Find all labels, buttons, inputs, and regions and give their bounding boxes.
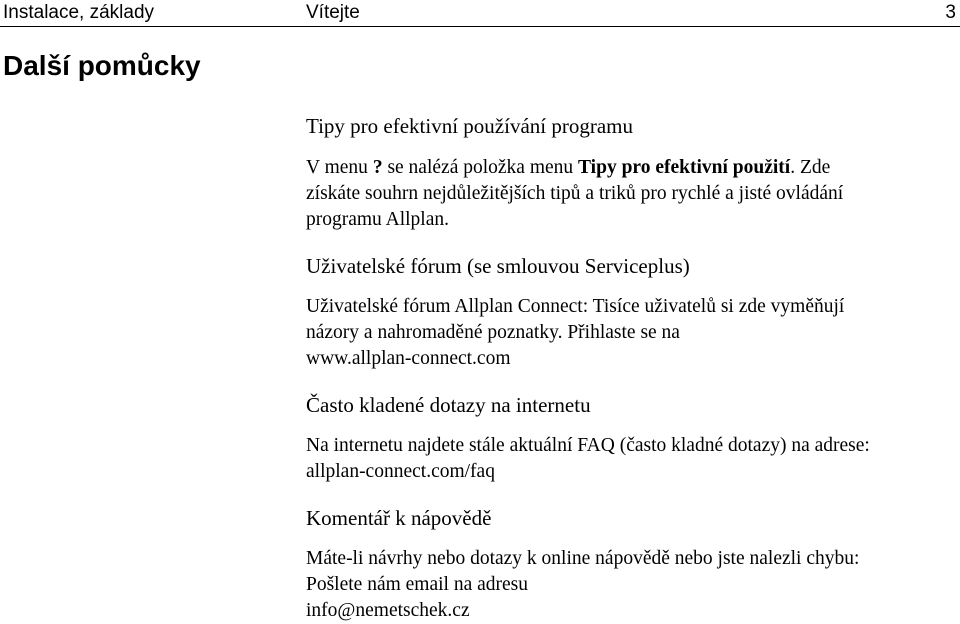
section-heading-feedback: Komentář k nápovědě	[306, 506, 492, 530]
header-chapter: Instalace, základy	[3, 2, 155, 23]
tips-menu-item-label: Tipy pro efektivní použití	[578, 157, 791, 178]
section-body-feedback	[306, 546, 956, 624]
header-divider	[0, 26, 960, 27]
body-line: V menu ? se nalézá položka menu Tipy pro efektivní použití. Zde	[306, 157, 831, 178]
page-header	[0, 0, 960, 28]
section-body-forum	[306, 294, 956, 372]
faq-link[interactable]: allplan-connect.com/faq	[306, 461, 495, 482]
body-line: Na internetu najdete stále aktuální FAQ (často kladné dotazy) na adrese:	[306, 435, 870, 456]
body-line: Máte-li návrhy nebo dotazy k online nápovědě nebo jste nalezli chybu:	[306, 548, 860, 569]
body-line: programu Allplan.	[306, 209, 449, 230]
section-heading-tips: Tipy pro efektivní používání programu	[306, 114, 634, 138]
body-line: názory a nahromaděné poznatky. Přihlaste se na	[306, 322, 680, 343]
header-section: Vítejte	[306, 2, 360, 23]
section-heading-faq: Často kladené dotazy na internetu	[306, 393, 591, 417]
section-heading-forum: Uživatelské fórum (se smlouvou Serviceplus)	[306, 254, 690, 278]
body-line: získáte souhrn nejdůležitějších tipů a triků pro rychlé a jisté ovládání	[306, 183, 844, 204]
help-menu-label: ?	[372, 157, 383, 178]
email-link[interactable]: info@nemetschek.cz	[306, 600, 470, 621]
body-line: Uživatelské fórum Allplan Connect: Tisíce uživatelů si zde vyměňují	[306, 296, 845, 317]
section-body-faq	[306, 433, 956, 485]
section-body-tips	[306, 155, 956, 233]
page-number: 3	[945, 2, 956, 23]
body-line: Pošlete nám email na adresu	[306, 574, 529, 595]
forum-link[interactable]: www.allplan-connect.com	[306, 348, 511, 369]
page-title: Další pomůcky	[3, 50, 201, 81]
